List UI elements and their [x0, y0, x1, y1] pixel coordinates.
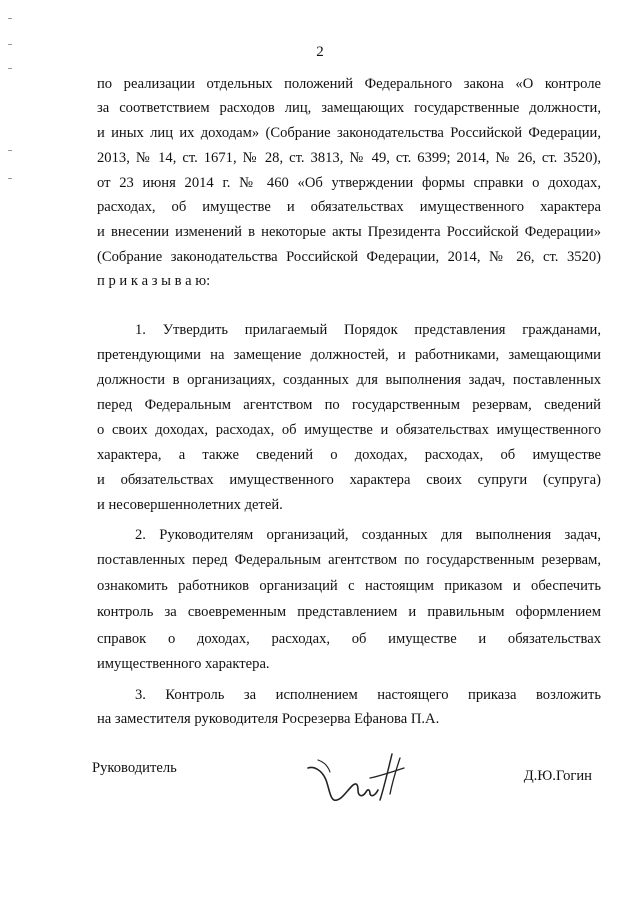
paragraph-2-line: имущественного характера.: [97, 656, 270, 672]
body-line: по реализации отдельных положений Федерального закона «О контроле: [97, 76, 601, 92]
paragraph-1-line: о своих доходах, расходах, об имуществе и обязательствах имущественного: [97, 422, 601, 438]
body-line: расходах, об имуществе и обязательствах имущественного характера: [97, 199, 601, 215]
paragraph-2-line: поставленных перед Федеральным агентством по государственным резервам,: [97, 552, 601, 568]
paragraph-2-line: контроль за своевременным представлением и правильным оформлением: [97, 604, 601, 620]
body-line: от 23 июня 2014 г. № 460 «Об утверждении формы справки о доходах,: [97, 175, 601, 191]
paragraph-1-line: перед Федеральным агентством по государственным резервам, сведений: [97, 397, 601, 413]
paragraph-1-line: характера, а также сведений о доходах, расходах, об имуществе: [97, 447, 601, 463]
body-line: за соответствием расходов лиц, замещающих государственные должности,: [97, 100, 601, 116]
paragraph-1-line: и обязательствах имущественного характера своих супруги (супруга): [97, 472, 601, 488]
handwritten-signature: [300, 748, 410, 808]
page-number: 2: [316, 44, 324, 60]
signatory-title: Руководитель: [92, 760, 177, 776]
body-line: и внесении изменений в некоторые акты Президента Российской Федерации»: [97, 224, 601, 240]
body-line: и иных лиц их доходам» (Собрание законодательства Российской Федерации,: [97, 125, 601, 141]
paragraph-3-line: 3. Контроль за исполнением настоящего приказа возложить: [135, 687, 601, 703]
paragraph-1-line: 1. Утвердить прилагаемый Порядок представления гражданами,: [135, 322, 601, 338]
body-line: 2013, № 14, ст. 1671, № 28, ст. 3813, № 49, ст. 6399; 2014, № 26, ст. 3520),: [97, 150, 601, 166]
body-line: (Собрание законодательства Российской Федерации, 2014, № 26, ст. 3520): [97, 249, 601, 265]
paragraph-2-line: справок о доходах, расходах, об имуществе и обязательствах: [97, 631, 601, 647]
paragraph-3-line: на заместителя руководителя Росрезерва Ефанова П.А.: [97, 711, 440, 727]
paragraph-2-line: ознакомить работников организаций с настоящим приказом и обеспечить: [97, 578, 601, 594]
paragraph-1-line: и несовершеннолетних детей.: [97, 497, 283, 513]
paragraph-2-line: 2. Руководителям организаций, созданных для выполнения задач,: [135, 527, 601, 543]
signatory-name: Д.Ю.Гогин: [523, 768, 592, 784]
order-word: п р и к а з ы в а ю:: [97, 273, 211, 289]
paragraph-1-line: должности в организациях, созданных для выполнения задач, поставленных: [97, 372, 601, 388]
paragraph-1-line: претендующими на замещение должностей, и работниками, замещающими: [97, 347, 601, 363]
